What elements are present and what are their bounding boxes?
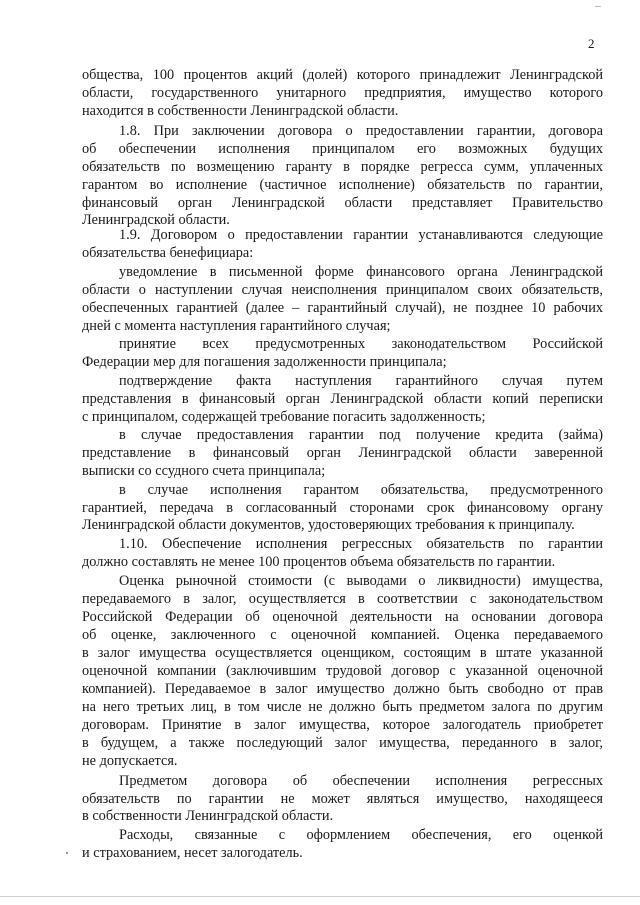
text-line: обеспеченных гарантией (далее – гарантийный случай), не позднее 10 рабочих: [82, 300, 603, 316]
text-line: общества, 100 процентов акций (долей) которого принадлежит Ленинградской: [82, 67, 603, 83]
text-line: обязательства бенефициара:: [82, 245, 254, 261]
text-line: Ленинградской области.: [82, 212, 230, 228]
text-line: финансовый орган Ленинградской области представляет Правительство: [82, 195, 603, 211]
text-line: области о наступлении случая неисполнения принципалом своих обязательств,: [82, 282, 603, 298]
text-line: области, государственного унитарного предприятия, имущество которого: [82, 85, 603, 101]
text-line: в случае исполнения гарантом обязательства, предусмотренного: [119, 482, 603, 498]
text-line: в случае предоставления гарантии под получение кредита (займа): [119, 427, 603, 443]
text-line: Федерации мер для погашения задолженности принципала;: [82, 354, 447, 370]
text-line: должно составлять не менее 100 процентов объема обязательств по гарантии.: [82, 554, 556, 570]
text-line: 1.8. При заключении договора о предоставлении гарантии, договора: [119, 123, 603, 139]
text-line: в собственности Ленинградской области.: [82, 808, 334, 824]
text-line: в залог имущества осуществляется оценщиком, состоящим в штате указанной: [82, 645, 603, 661]
text-line: выписки со ссудного счета принципала;: [82, 463, 326, 479]
text-line: принятие всех предусмотренных законодательством Российской: [119, 336, 603, 352]
text-line: гарантией, передача в согласованный сторонами срок финансовому органу: [82, 500, 603, 516]
text-line: обязательств по гарантии не может являться имущество, находящееся: [82, 791, 603, 807]
text-line: находится в собственности Ленинградской области.: [82, 103, 399, 119]
page-number: 2: [588, 36, 595, 51]
text-line: Расходы, связанные с оформлением обеспечения, его оценкой: [119, 827, 603, 843]
text-line: об обеспечении исполнения принципалом его возможных будущих: [82, 141, 603, 157]
text-line: Оценка рыночной стоимости (с выводами о ликвидности) имущества,: [119, 573, 603, 589]
text-line: Предметом договора об обеспечении исполнения регрессных: [119, 773, 603, 789]
text-line: 1.10. Обеспечение исполнения регрессных обязательств по гарантии: [119, 536, 603, 552]
scan-speck: [66, 852, 68, 854]
text-line: не допускается.: [82, 753, 178, 769]
text-line: договорам. Принятие в залог имущества, которое залогодатель приобретет: [82, 717, 603, 733]
text-line: дней с момента наступления гарантийного случая;: [82, 318, 391, 334]
text-line: уведомление в письменной форме финансового органа Ленинградской: [119, 264, 603, 280]
text-line: об оценке, заключенного с оценочной компанией. Оценка передаваемого: [82, 627, 603, 643]
text-line: оценочной компании (заключившим трудовой договор с указанной оценочной: [82, 663, 603, 679]
text-line: представления в финансовый орган Ленинградской области копий переписки: [82, 391, 603, 407]
text-line: обязательств по возмещению гаранту в порядке регресса сумм, уплаченных: [82, 159, 603, 175]
text-line: Российской Федерации об оценочной деятельности на основании договора: [82, 609, 603, 625]
text-line: представление в финансовый орган Ленинградской области заверенной: [82, 445, 603, 461]
text-line: передаваемого в залог, осуществляется в соответствии с законодательством: [82, 591, 603, 607]
text-line: и страхованием, несет залогодатель.: [82, 845, 303, 861]
page-edge: [0, 896, 640, 897]
text-line: на него третьих лиц, в том числе не должно быть предметом залога по другим: [82, 699, 603, 715]
text-line: гарантом во исполнение (частичное исполнение) обязательств по гарантии,: [82, 177, 603, 193]
text-line: подтверждение факта наступления гарантийного случая путем: [119, 373, 603, 389]
text-line: в будущем, а также последующий залог имущества, переданного в залог,: [82, 735, 603, 751]
text-line: Ленинградской области документов, удостоверяющих требования к принципалу.: [82, 517, 575, 533]
text-line: компанией). Передаваемое в залог имущество должно быть свободно от прав: [82, 681, 603, 697]
text-line: 1.9. Договором о предоставлении гарантии устанавливаются следующие: [119, 227, 603, 243]
scan-speck: [595, 6, 601, 7]
text-line: с принципалом, содержащей требование погасить задолженность;: [82, 409, 486, 425]
